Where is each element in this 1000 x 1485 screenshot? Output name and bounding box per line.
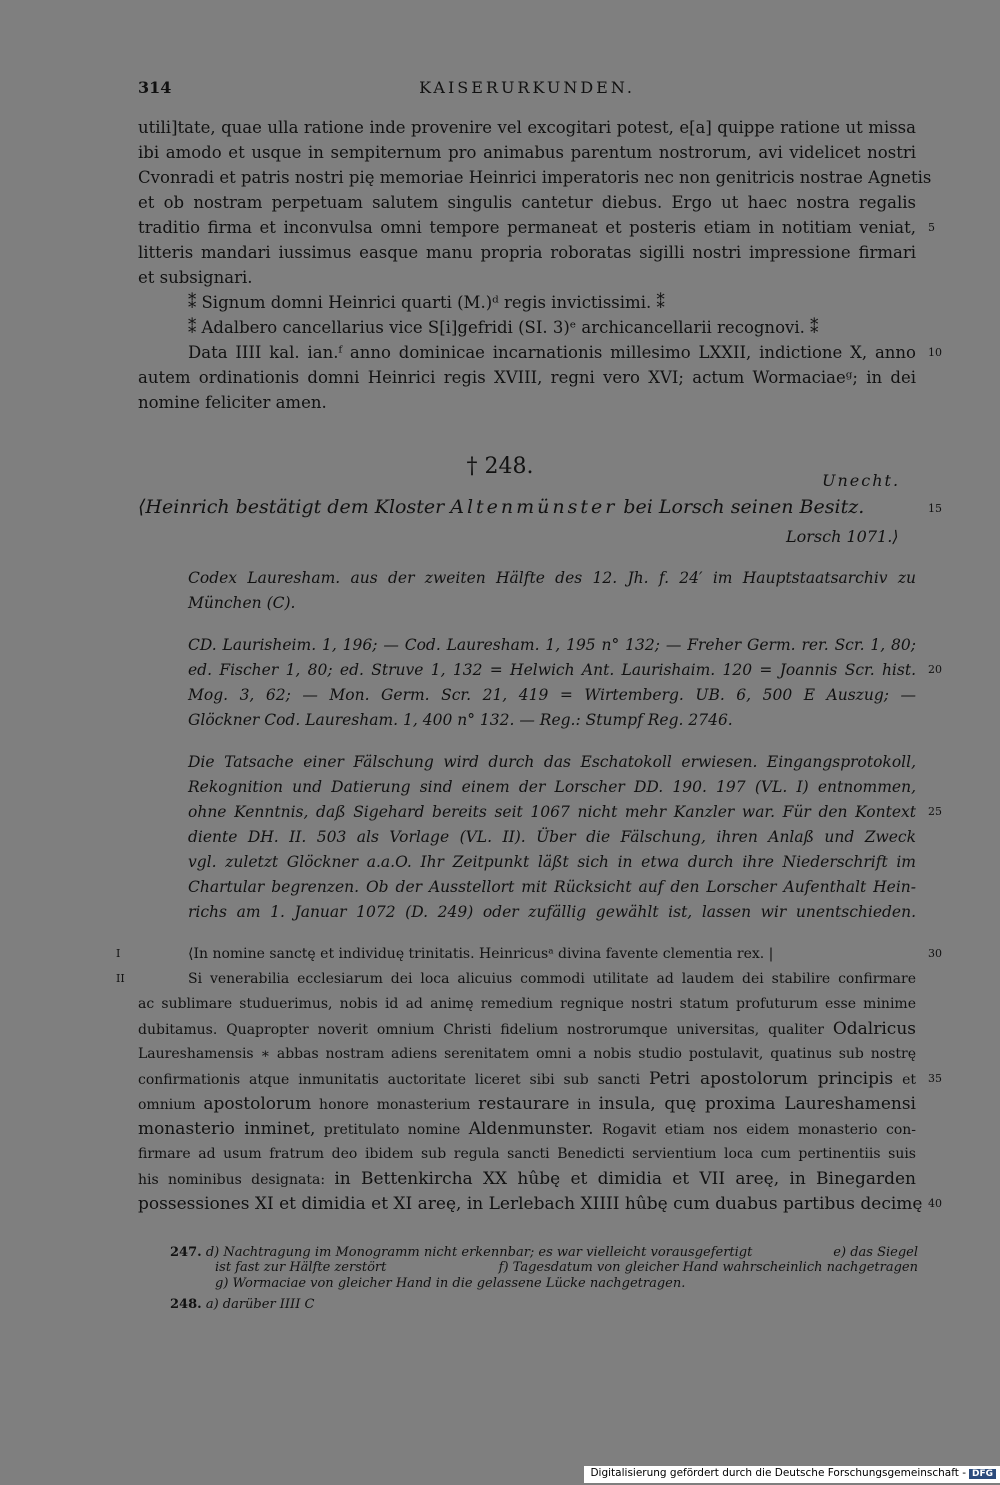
- footnote-number: 247.: [170, 1245, 202, 1260]
- charter-line: [138, 1017, 916, 1043]
- charter-text: honore monasterium: [311, 1097, 479, 1113]
- commentary-line: Die Tatsache einer Fälschung wird durch das Eschatokoll erwiesen. Eingangsprotokoll,: [188, 753, 916, 771]
- charter-text: et: [893, 1072, 916, 1088]
- charter-line: [138, 1092, 916, 1118]
- source-marker: I: [116, 947, 121, 960]
- footnote-text: ist fast zur Hälfte zerstört: [215, 1260, 387, 1275]
- text-line: autem ordinationis domni Heinrici regis XVIII, regni vero XVI; actum Wormaciaeᵍ; in dei: [138, 368, 916, 387]
- footnote-text: f) Tagesdatum von gleicher Hand wahrscheinlich nachgetragen: [498, 1260, 918, 1275]
- line-number: 20: [928, 663, 942, 676]
- charter-text: in: [569, 1097, 599, 1113]
- authenticity-note: Unecht.: [822, 471, 901, 490]
- charter-text-large: Odalricus: [832, 1019, 916, 1039]
- commentary-line: richs am 1. Januar 1072 (D. 249) oder zufällig gewählt ist, lassen wir unentschieden.: [188, 903, 916, 921]
- charter-text: dubitamus. Quapropter noverit omnium Christi fidelium nostrorumque universitas, qualiter: [138, 1022, 833, 1038]
- apparatus-line: CD. Laurisheim. 1, 196; — Cod. Lauresham. 1, 195 n° 132; — Freher Germ. rer. Scr. 1, 80;: [188, 636, 916, 654]
- footnote-line: [170, 1297, 918, 1312]
- line-number: 10: [928, 346, 942, 359]
- signum-line: ⁑ Signum domni Heinrici quarti (M.)ᵈ regis invictissimi. ⁑: [188, 293, 665, 312]
- charter-text-large: Petri apostolorum principis: [648, 1069, 894, 1089]
- line-number: 30: [928, 947, 942, 960]
- line-number: 25: [928, 805, 942, 818]
- commentary-line: diente DH. II. 503 als Vorlage (VL. II). Über die Fälschung, ihren Anlaß und Zweck: [188, 828, 916, 846]
- charter-text-large: apostolorum: [203, 1094, 312, 1114]
- line-number: 35: [928, 1072, 942, 1085]
- charter-text: his nominibus designata:: [138, 1172, 335, 1188]
- footnote-line: [170, 1245, 918, 1260]
- charter-text: omnium: [138, 1097, 204, 1113]
- text-line: traditio firma et inconvulsa omni tempore permaneat et posteris etiam in notitiam veniat,: [138, 218, 916, 237]
- commentary-line: vgl. zuletzt Glöckner a.a.O. Ihr Zeitpunkt läßt sich in etwa durch ihre Niederschrift im: [188, 853, 916, 871]
- footnote-line: [215, 1260, 918, 1275]
- apparatus-line: Mog. 3, 62; — Mon. Germ. Scr. 21, 419 = Wirtemberg. UB. 6, 500 E Auszug; —: [188, 686, 916, 704]
- running-title: KAISERURKUNDEN.: [419, 78, 635, 97]
- text-line: nomine feliciter amen.: [138, 393, 327, 412]
- footnote-text: e) das Siegel: [833, 1245, 918, 1260]
- line-number: 5: [928, 221, 935, 234]
- apparatus-line: Codex Lauresham. aus der zweiten Hälfte des 12. Jh. f. 24′ im Hauptstaatsarchiv zu: [188, 569, 916, 587]
- charter-text: Rogavit etiam nos eidem monasterio con-: [593, 1122, 916, 1138]
- charter-line: [138, 1117, 916, 1143]
- charter-text-large: in Bettenkircha XX hûbę et dimidia et VII areę, in Binegarden: [334, 1169, 916, 1189]
- commentary-line: ohne Kenntnis, daß Sigehard bereits seit 1067 nicht mehr Kanzler war. Für den Kontext: [188, 803, 916, 821]
- dating-line: Data IIII kal. ian.ᶠ anno dominicae incarnationis millesimo LXXII, indictione X, anno: [188, 343, 916, 362]
- rubric-text: ⟨Heinrich bestätigt dem Kloster: [138, 496, 451, 518]
- text-line: et ob nostram perpetuam salutem singulis cantetur diebus. Ergo ut haec nostra regalis: [138, 193, 916, 212]
- apparatus-line: Glöckner Cod. Lauresham. 1, 400 n° 132. — Reg.: Stumpf Reg. 2746.: [188, 711, 733, 729]
- text-line: Cvonradi et patris nostri pię memoriae Heinrici imperatoris nec non genitricis nostrae Agnetis: [138, 168, 932, 187]
- recognition-line: ⁑ Adalbero cancellarius vice S[i]gefridi (SI. 3)ᵉ archicancellarii recognovi. ⁑: [188, 318, 819, 337]
- line-number: 15: [928, 502, 942, 515]
- charter-line: [138, 1167, 916, 1193]
- source-marker: II: [116, 972, 125, 985]
- rubric-text: bei Lorsch seinen Besitz.: [617, 496, 865, 518]
- charter-line: Laureshamensis ∗ abbas nostram adiens serenitatem omni a nobis studio postulavit, quatinus sub nostrę: [138, 1046, 916, 1062]
- charter-text-large: Aldenmunster.: [468, 1119, 594, 1139]
- charter-text-large: insula, quę proxima Laureshamensi: [598, 1094, 916, 1114]
- line-number: 40: [928, 1197, 942, 1210]
- footnote-text: d) Nachtragung im Monogramm nicht erkennbar; es war vielleicht vorausgefertigt: [205, 1245, 753, 1260]
- charter-line: ⟨In nomine sanctę et individuę trinitatis. Heinricusᵃ divina favente clementia rex. |: [188, 946, 774, 962]
- regest-rubric: [138, 496, 864, 518]
- apparatus-line: München (C).: [188, 594, 296, 612]
- text-line: litteris mandari iussimus easque manu propria roboratas sigilli nostri impressione firmari: [138, 243, 916, 262]
- rubric-place: Altenmünster: [450, 496, 618, 518]
- commentary-line: Rekognition und Datierung sind einem der Lorscher DD. 190. 197 (VL. I) entnommen,: [188, 778, 916, 796]
- charter-text-large: restaurare: [478, 1094, 570, 1114]
- apparatus-line: ed. Fischer 1, 80; ed. Struve 1, 132 = Helwich Ant. Laurishaim. 120 = Joannis Scr. hist.: [188, 661, 916, 679]
- running-head: [138, 78, 916, 102]
- charter-line: [138, 1067, 916, 1093]
- document-number: † 248.: [466, 454, 534, 479]
- charter-text: confirmationis atque inmunitatis auctoritate liceret sibi sub sancti: [138, 1072, 649, 1088]
- text-line: utili]tate, quae ulla ratione inde provenire vel excogitari potest, e[a] quippe ratione ut missa: [138, 118, 916, 137]
- charter-line: possessiones XI et dimidia et XI areę, in Lerlebach XIIII hûbę cum duabus partibus decimę: [138, 1194, 923, 1214]
- footnote-text: a) darüber IIII C: [205, 1297, 315, 1312]
- charter-text-large: monasterio inminet,: [138, 1119, 316, 1139]
- text-line: ibi amodo et usque in sempiternum pro animabus parentum nostrorum, avi videlicet nostri: [138, 143, 916, 162]
- footnote-number: 248.: [170, 1297, 202, 1312]
- footnote-line: g) Wormaciae von gleicher Hand in die gelassene Lücke nachgetragen.: [215, 1276, 686, 1291]
- rubric-date: Lorsch 1071.⟩: [786, 527, 899, 546]
- charter-line: ac sublimare studuerimus, nobis id ad animę remedium regnique nostri statum profuturum esse minime: [138, 996, 916, 1012]
- dfg-logo: DFG: [969, 1469, 996, 1479]
- commentary-line: Chartular begrenzen. Ob der Ausstellort mit Rücksicht auf den Lorscher Aufenthalt Hein-: [188, 878, 916, 896]
- charter-text: pretitulato nomine: [315, 1122, 469, 1138]
- page-number: 314: [138, 78, 172, 97]
- text-line: et subsignari.: [138, 268, 253, 287]
- charter-line: Si venerabilia ecclesiarum dei loca alicuius commodi utilitate ad laudem dei stabilire confirmare: [188, 971, 916, 987]
- funding-credit: [584, 1466, 1000, 1483]
- credit-text: Digitalisierung gefördert durch die Deutsche Forschungsgemeinschaft -: [590, 1467, 966, 1479]
- charter-line: firmare ad usum fratrum deo ibidem sub regula sancti Benedicti servientium loca cum pertinentiis suis: [138, 1146, 916, 1162]
